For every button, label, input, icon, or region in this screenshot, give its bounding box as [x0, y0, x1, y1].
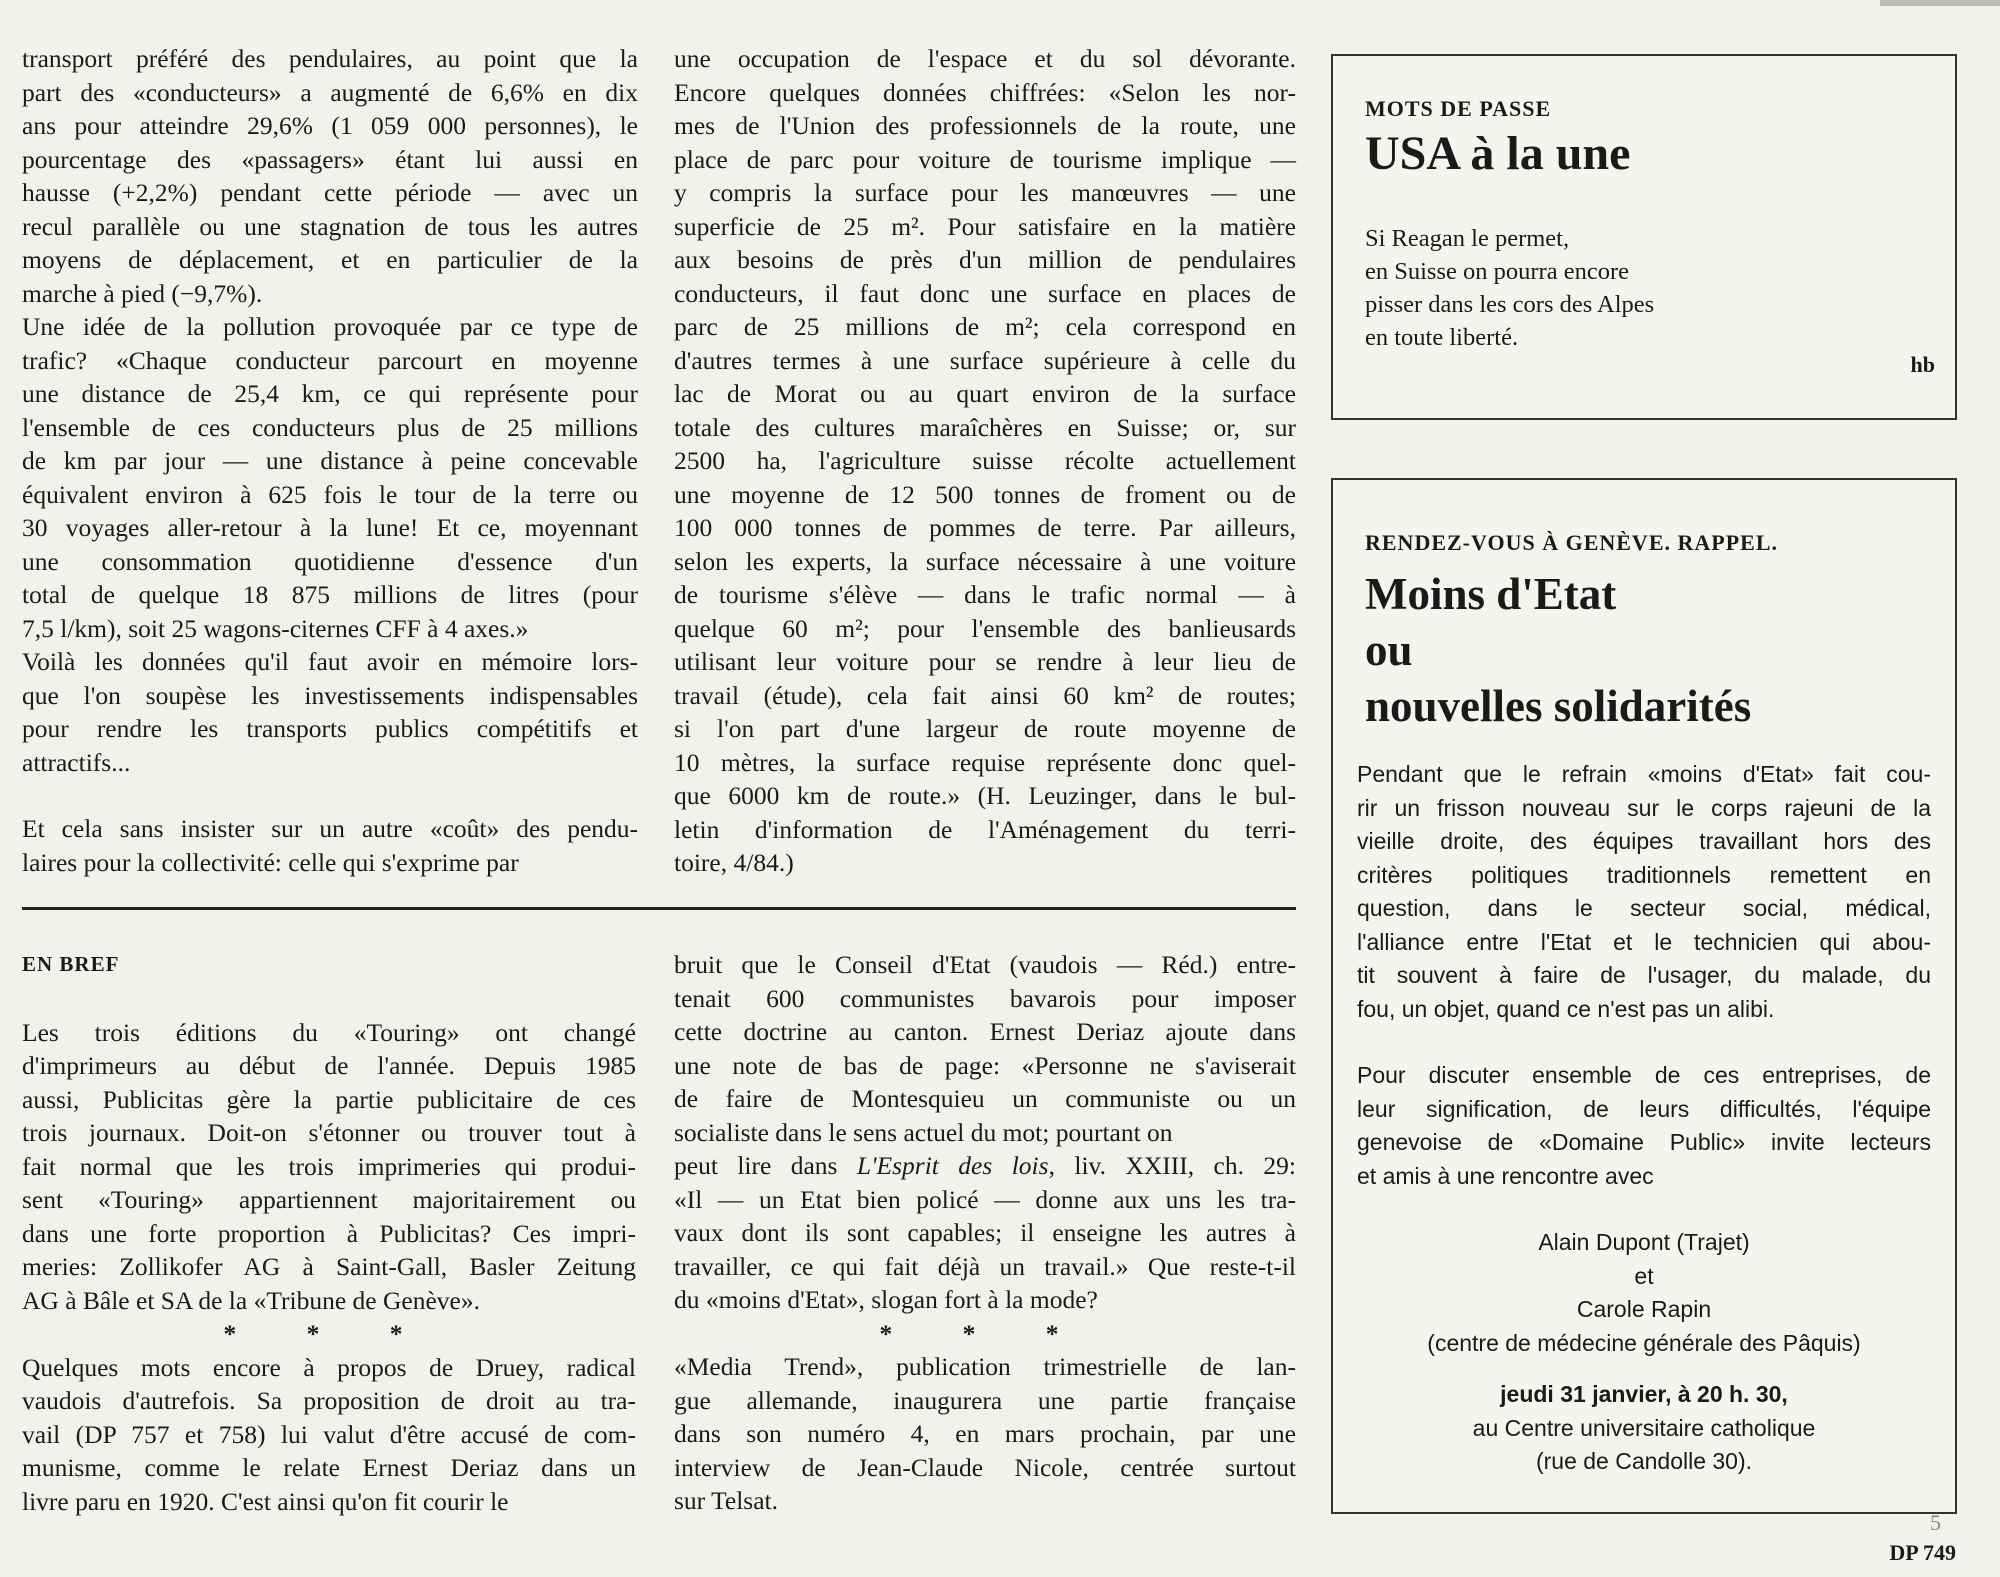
text-line: toire, 4/84.)	[674, 848, 794, 877]
en-bref-quote	[674, 1183, 1296, 1317]
text-line: quelque 60 m²; pour l'ensemble des banlieusards	[674, 613, 1296, 643]
poem-line: en toute liberté.	[1365, 324, 1519, 351]
text-line: aux besoins de près d'un million de pendulaires	[674, 245, 1296, 274]
section-divider	[22, 907, 1296, 910]
article-column-left	[22, 42, 638, 879]
text-line: livre paru en 1920. C'est ainsi qu'on fit courir le	[22, 1486, 509, 1516]
text-line: 100 000 tonnes de pommes de terre. Par ailleurs,	[674, 513, 1296, 542]
text-line: utilisant leur voiture pour se rendre à leur lieu de	[674, 647, 1296, 676]
text-line: conducteurs, il faut donc une surface en places de	[674, 278, 1296, 308]
en-bref-media-trend-paragraph	[674, 1350, 1296, 1518]
text-line: selon les experts, la surface nécessaire à une voiture	[674, 546, 1296, 576]
text-line: si l'on part d'une largeur de route moyenne de	[674, 714, 1296, 743]
mots-de-passe-box	[1331, 54, 1957, 420]
guest-2-detail: (centre de médecine générale des Pâquis)	[1427, 1329, 1861, 1356]
poem-line: pisser dans les cors des Alpes	[1365, 291, 1655, 318]
text-line: Une idée de la pollution provoquée par ce type de	[22, 312, 638, 341]
en-bref-kicker: EN BREF	[22, 952, 120, 976]
announcement-paragraph-1	[1357, 758, 1931, 1026]
text-line: d'autres termes à une surface supérieure à celle du	[674, 345, 1296, 375]
article-column-middle	[674, 42, 1296, 880]
en-bref-druey-continued	[674, 948, 1296, 1149]
text-line: lac de Morat ou au quart environ de la surface	[674, 379, 1296, 408]
text-line: superficie de 25 m². Pour satisfaire en la matière	[674, 211, 1296, 241]
guest-and: et	[1634, 1262, 1654, 1289]
text-line: «Il — un Etat bien policé — donne aux uns les tra-	[674, 1184, 1296, 1214]
text-line: vaux dont ils sont capables; il enseigne les autres à	[674, 1218, 1296, 1247]
poem-line: Si Reagan le permet,	[1365, 225, 1570, 252]
text-line: dans son numéro 4, en mars prochain, par une	[674, 1419, 1296, 1448]
text-line: que l'on soupèse les investissements indispensables	[22, 680, 638, 710]
text-line: une consommation quotidienne d'essence d'un	[22, 546, 638, 576]
section-stars: * * *	[223, 1319, 435, 1348]
scan-edge	[1880, 0, 2000, 6]
text-line: l'ensemble de ces conducteurs plus de 25 millions	[22, 412, 638, 442]
en-bref-column-right	[674, 948, 1296, 1518]
esprit-des-lois-line	[674, 1149, 1296, 1183]
issue-number: DP 749	[1889, 1540, 1956, 1565]
text-line: moyens de déplacement, et en particulier de la	[22, 245, 638, 274]
text-line: laires pour la collectivité: celle qui s'exprime par	[22, 847, 519, 877]
event-date: jeudi 31 janvier, à 20 h. 30,	[1500, 1381, 1788, 1407]
guest-2: Carole Rapin	[1576, 1296, 1712, 1322]
text-line: et amis à une rencontre avec	[1357, 1162, 1654, 1189]
text-line: meries: Zollikofer AG à Saint-Gall, Basler Zeitung	[22, 1252, 636, 1281]
text-line: vaudois d'autrefois. Sa proposition de droit au tra-	[22, 1386, 636, 1415]
text-line: 2500 ha, l'agriculture suisse récolte actuellement	[674, 446, 1296, 475]
box-title: USA à la une	[1365, 127, 1631, 180]
title-line: nouvelles solidarités	[1365, 681, 1752, 731]
text-line: tit souvent à faire de l'usager, du malade, du	[1357, 962, 1931, 988]
poem	[1365, 222, 1654, 354]
text-line: critères politiques traditionnels remettent en	[1357, 861, 1931, 888]
text-line: dans une forte proportion à Publicitas? Ces impri-	[22, 1218, 636, 1248]
text-line: trois journaux. Doit-on s'étonner ou trouver tout à	[22, 1118, 636, 1147]
text-line: une moyenne de 12 500 tonnes de froment ou de	[674, 479, 1296, 509]
title-line: Moins d'Etat	[1365, 569, 1617, 619]
text-line: pour rendre les transports publics compétitifs et	[22, 714, 638, 743]
text-line: leur signification, de leurs difficultés, l'équipe	[1357, 1095, 1931, 1122]
text-line: socialiste dans le sens actuel du mot; pourtant on	[674, 1117, 1173, 1147]
text-line: fou, un objet, quand ce n'est pas un alibi.	[1357, 995, 1775, 1022]
text-line: letin d'information de l'Aménagement du terri-	[674, 814, 1296, 844]
book-title: L'Esprit des lois	[856, 1151, 1049, 1180]
text-line: trafic? «Chaque conducteur parcourt en moyenne	[22, 345, 638, 375]
text-line: vieille droite, des équipes travaillant hors des	[1357, 828, 1931, 854]
text-line: totale des cultures maraîchères en Suisse; or, sur	[674, 412, 1296, 442]
text-line: une note de bas de page: «Personne ne s'aviserait	[674, 1050, 1296, 1080]
en-bref-touring-paragraph	[22, 1016, 636, 1318]
en-bref-druey-paragraph	[22, 1351, 636, 1519]
text-line: du «moins d'Etat», slogan fort à la mode?	[674, 1285, 1098, 1314]
text-line: Pendant que le refrain «moins d'Etat» fait cou-	[1357, 761, 1931, 787]
text-line: «Media Trend», publication trimestrielle de lan-	[674, 1352, 1296, 1381]
text-line: tenait 600 communistes bavarois pour imposer	[674, 983, 1296, 1013]
text-line: gue allemande, inaugurera une partie française	[674, 1385, 1296, 1415]
text-line: hausse (+2,2%) pendant cette période — avec un	[22, 178, 638, 207]
text-line: vail (DP 757 et 758) lui valut d'être accusé de com-	[22, 1419, 636, 1449]
event-address: (rue de Candolle 30).	[1535, 1448, 1753, 1474]
box-title	[1365, 566, 1751, 734]
text-line: y compris la surface pour les manœuvres — une	[674, 178, 1296, 207]
text-line: de km par jour — une distance à peine concevable	[22, 446, 638, 475]
text-span: , liv. XXIII, ch. 29:	[1048, 1151, 1296, 1180]
signature: hb	[1910, 352, 1935, 377]
text-span: peut lire dans	[674, 1151, 857, 1180]
text-line: parc de 25 millions de m²; cela correspond en	[674, 312, 1296, 341]
text-line: ans pour atteindre 29,6% (1 059 000 personnes), le	[22, 111, 638, 140]
text-line: une distance de 25,4 km, ce qui représente pour	[22, 379, 638, 408]
text-line: 10 mètres, la surface requise représente donc quel-	[674, 747, 1296, 777]
text-line: AG à Bâle et SA de la «Tribune de Genève».	[22, 1285, 480, 1315]
text-line: équivalent environ à 625 fois le tour de la terre ou	[22, 479, 638, 509]
poem-line: en Suisse on pourra encore	[1365, 258, 1629, 285]
text-line: place de parc pour voiture de tourisme implique —	[674, 144, 1296, 174]
text-line: transport préféré des pendulaires, au point que la	[22, 44, 638, 73]
rendez-vous-box	[1331, 478, 1957, 1514]
text-line: Voilà les données qu'il faut avoir en mémoire lors-	[22, 647, 638, 676]
event-venue: au Centre universitaire catholique	[1472, 1414, 1816, 1441]
text-line: pourcentage des «passagers» étant lui aussi en	[22, 144, 638, 174]
text-line: Et cela sans insister sur un autre «coût» des pendu-	[22, 814, 638, 843]
en-bref-column-left	[22, 948, 636, 1518]
text-line: munisme, comme le relate Ernest Deriaz dans un	[22, 1453, 636, 1482]
text-line: cette doctrine au canton. Ernest Deriaz ajoute dans	[674, 1017, 1296, 1046]
section-stars: * * *	[879, 1318, 1091, 1348]
text-line: Quelques mots encore à propos de Druey, radical	[22, 1352, 636, 1382]
text-line: travailler, ce qui fait déjà un travail.» Que reste-t-il	[674, 1251, 1296, 1281]
text-line: aussi, Publicitas gère la partie publicitaire de ces	[22, 1084, 636, 1114]
text-line: de faire de Montesquieu un communiste ou un	[674, 1084, 1296, 1113]
text-line: recul parallèle ou une stagnation de tous les autres	[22, 211, 638, 241]
text-line: travail (étude), cela fait ainsi 60 km² de routes;	[674, 680, 1296, 710]
text-line: sur Telsat.	[674, 1486, 778, 1515]
box-kicker: MOTS DE PASSE	[1365, 96, 1552, 121]
text-line: rir un frisson nouveau sur le corps rajeuni de la	[1357, 794, 1931, 821]
text-line: interview de Jean-Claude Nicole, centrée surtout	[674, 1452, 1296, 1482]
text-line: Pour discuter ensemble de ces entreprises, de	[1357, 1062, 1931, 1088]
text-line: l'alliance entre l'Etat et le technicien qui abou-	[1357, 928, 1931, 955]
box-kicker: RENDEZ-VOUS À GENÈVE. RAPPEL.	[1365, 530, 1778, 555]
text-line: total de quelque 18 875 millions de litres (pour	[22, 580, 638, 609]
page-number: 5	[1930, 1510, 1941, 1535]
text-line: mes de l'Union des professionnels de la route, une	[674, 111, 1296, 140]
text-line: part des «conducteurs» a augmenté de 6,6% en dix	[22, 77, 638, 107]
text-line: 7,5 l/km), soit 25 wagons-citernes CFF à 4 axes.»	[22, 613, 529, 643]
title-line: ou	[1365, 625, 1413, 675]
text-line: fait normal que les trois imprimeries qui produi-	[22, 1151, 636, 1181]
text-line: attractifs...	[22, 747, 131, 777]
text-line: 30 voyages aller-retour à la lune! Et ce, moyennant	[22, 513, 638, 542]
announcement-paragraph-2	[1357, 1059, 1931, 1193]
text-line: d'imprimeurs au début de l'année. Depuis 1985	[22, 1051, 636, 1080]
text-line: que 6000 km de route.» (H. Leuzinger, dans le bul-	[674, 781, 1296, 810]
text-line: marche à pied (−9,7%).	[22, 278, 263, 308]
announcement-body	[1357, 758, 1931, 1479]
text-line: de tourisme s'élève — dans le trafic normal — à	[674, 580, 1296, 609]
paragraph-gap	[22, 779, 638, 812]
text-line: bruit que le Conseil d'Etat (vaudois — Réd.) entre-	[674, 950, 1296, 979]
text-line: une occupation de l'espace et du sol dévorante.	[674, 44, 1296, 73]
text-line: question, dans le secteur social, médical,	[1357, 895, 1931, 921]
text-line: Encore quelques données chiffrées: «Selon les nor-	[674, 77, 1296, 107]
text-line: Les trois éditions du «Touring» ont changé	[22, 1017, 636, 1047]
guest-1: Alain Dupont (Trajet)	[1538, 1229, 1750, 1255]
text-line: genevoise de «Domaine Public» invite lecteurs	[1357, 1129, 1931, 1155]
text-line: sent «Touring» appartiennent majoritairement ou	[22, 1185, 636, 1214]
